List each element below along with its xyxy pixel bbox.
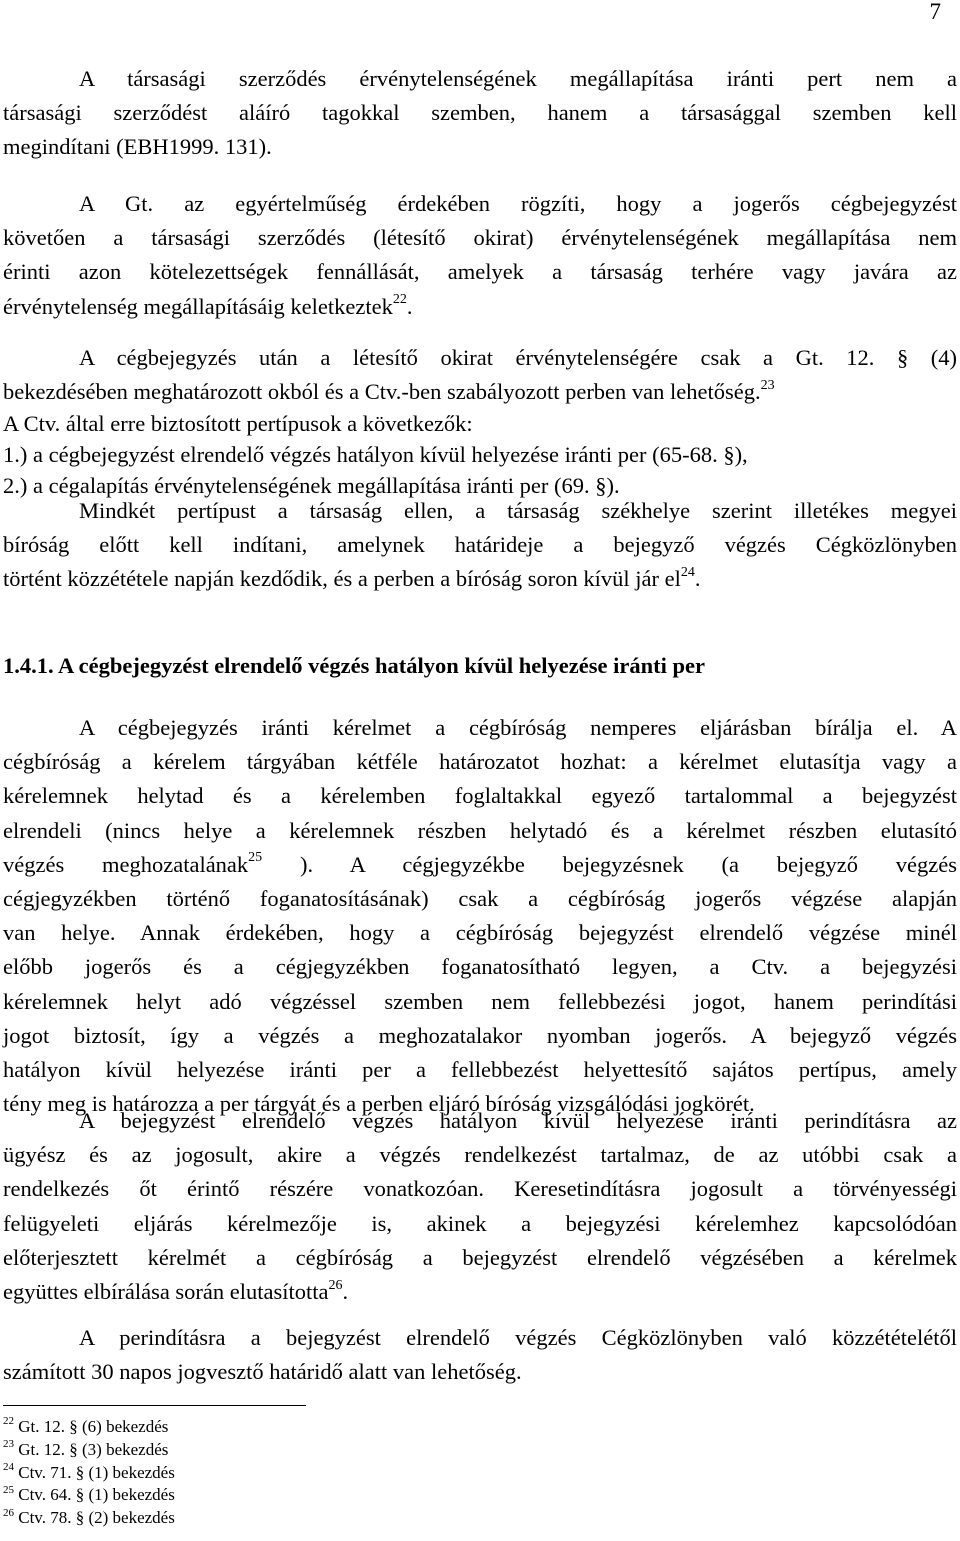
text-line: megindítani (EBH1999. 131).: [3, 134, 272, 160]
text-line: A Ctv. által erre biztosított pertípusok a következők:: [3, 411, 473, 437]
text-line: A Gt. az egyértelműség érdekében rögzíti, hogy a jogerős cégbejegyzést: [79, 191, 957, 216]
footnote-item: [3, 1462, 175, 1485]
section-heading: 1.4.1. A cégbejegyzést elrendelő végzés hatályon kívül helyezése iránti per: [3, 653, 705, 678]
text-fragment: együttes elbírálása során elutasította: [3, 1279, 329, 1305]
paragraph-5: [3, 711, 957, 1121]
text-line: felügyeleti eljárás kérelmezője is, akinek a bejegyzési kérelemhez kapcsolódóan: [3, 1210, 957, 1236]
footnote-number: 25: [3, 1483, 14, 1496]
text-line: cégjegyzékben történő foganatosításának) csak a cégbíróság jogerős végzése alapján: [3, 886, 957, 912]
footnote-ref[interactable]: 26: [328, 1277, 343, 1293]
text-line: [3, 375, 957, 409]
footnote-separator: [3, 1405, 306, 1406]
footnote-number: 23: [3, 1438, 14, 1451]
paragraph-1: [3, 62, 957, 165]
text-line: 2.) a cégalapítás érvénytelenségének megállapítása iránti per (69. §).: [3, 473, 620, 499]
footnote-text: Ctv. 78. § (2) bekezdés: [18, 1508, 175, 1528]
footnote-ref[interactable]: 22: [392, 292, 407, 308]
text-line: Mindkét pertípust a társaság ellen, a társaság székhelye szerint illetékes megyei: [79, 498, 957, 523]
footnote-item: [3, 1507, 175, 1530]
text-line: 1.) a cégbejegyzést elrendelő végzés hatályon kívül helyezése iránti per (65-68. §),: [3, 442, 748, 468]
text-line: cégbíróság a kérelem tárgyában kétféle határozatot hozhat: a kérelmet elutasítja vagy a: [3, 749, 957, 775]
footnote-number: 26: [3, 1506, 14, 1519]
text-fragment: ). A cégjegyzékbe bejegyzésnek (a bejegyző végzés: [299, 851, 958, 877]
text-line: A perindításra a bejegyzést elrendelő végzés Cégközlönyben való közzétételétől: [79, 1325, 957, 1350]
text-line: A cégbejegyzés iránti kérelmet a cégbíróság nemperes eljárásban bírálja el. A: [79, 715, 957, 740]
footnote-text: Ctv. 71. § (1) bekezdés: [18, 1462, 175, 1482]
text-fragment: végzés meghozatalának: [3, 851, 249, 877]
text-line: A cégbejegyzés után a létesítő okirat érvénytelenségére csak a Gt. 12. § (4): [79, 345, 957, 370]
footnotes-list: [3, 1416, 175, 1530]
text-line: A társasági szerződés érvénytelenségének megállapítása iránti pert nem a: [79, 66, 957, 91]
text-line: kérelemnek helytad és a kérelemben foglaltakkal egyező tartalommal a bejegyzést: [3, 783, 957, 809]
text-line: van helye. Annak érdekében, hogy a cégbíróság bejegyzést elrendelő végzése minél: [3, 920, 957, 946]
text-line: követően a társasági szerződés (létesítő okirat) érvénytelenségének megállapítása nem: [3, 225, 957, 251]
text-line: jogot biztosít, így a végzés a meghozatalakor nyomban jogerős. A bejegyző végzés: [3, 1022, 957, 1048]
text-line: érinti azon kötelezettségek fennállását, amelyek a társaság terhére vagy javára az: [3, 259, 957, 285]
paragraph-7: [3, 1321, 957, 1389]
footnote-text: Gt. 12. § (6) bekezdés: [18, 1417, 169, 1436]
footnote-ref[interactable]: 24: [680, 564, 695, 580]
text-line: ügyész és az jogosult, akire a végzés rendelkezést tartalmaz, de az utóbbi csak a: [3, 1142, 957, 1168]
footnote-text: Ctv. 64. § (1) bekezdés: [18, 1485, 175, 1505]
footnote-ref[interactable]: 23: [760, 377, 775, 393]
text-line: számított 30 napos jogvesztő határidő alatt van lehetőség.: [3, 1359, 522, 1385]
paragraph-4: [3, 494, 957, 597]
text-line: hatályon kívül helyezése iránti per a fellebbezést helyettesítő sajátos pertípus, amely: [3, 1057, 957, 1083]
text-line: A bejegyzést elrendelő végzés hatályon kívül helyezése iránti perindításra az: [79, 1108, 957, 1133]
footnote-item: [3, 1484, 175, 1507]
footnote-number: 22: [3, 1415, 14, 1428]
text-line: elrendeli (nincs helye a kérelemnek részben helytadó és a kérelmet részben elutasító: [3, 817, 957, 843]
text-line: tény meg is határozza a per tárgyát és a perben eljáró bíróság vizsgálódási jogkörét.: [3, 1091, 755, 1117]
text-line: előterjesztett kérelmét a cégbíróság a bejegyzést elrendelő végzésében a kérelmek: [3, 1244, 957, 1270]
footnote-text: Gt. 12. § (3) bekezdés: [18, 1439, 169, 1459]
paragraph-6: [3, 1104, 957, 1309]
footnote-item: [3, 1416, 175, 1439]
text-line: [3, 848, 957, 882]
paragraph-2: [3, 187, 957, 324]
text-fragment: történt közzététele napján kezdődik, és a perben a bíróság soron kívül jár el: [3, 566, 681, 592]
paragraph-3: [3, 341, 957, 501]
text-line: előbb jogerős és a cégjegyzékben foganatosítható legyen, a Ctv. a bejegyzési: [3, 954, 957, 980]
text-line: kérelemnek helyt adó végzéssel szemben nem fellebbezési jogot, hanem perindítási: [3, 988, 957, 1014]
text-line: történt közzététele napján kezdődik, és a perben a bíróság soron kívül jár $el^{24}$.: [3, 564, 701, 592]
footnote-number: 24: [3, 1460, 14, 1473]
text-fragment: bekezdésében meghatározott okból és a Ctv.-ben szabályozott perben van lehetőség.: [3, 379, 761, 405]
text-line: társasági szerződést aláíró tagokkal szemben, hanem a társasággal szemben kell: [3, 100, 957, 126]
text-fragment: érvénytelenség megállapításáig keletkeztek: [3, 293, 393, 319]
footnote-ref[interactable]: 25: [248, 850, 263, 866]
text-line: érvénytelenség megállapításáig keletkeztek$^{22}$.: [3, 292, 413, 319]
text-line: együttes elbírálása során elutasította$^{26}$.: [3, 1277, 349, 1305]
text-line: rendelkezés őt érintő részére vonatkozóan. Keresetindításra jogosult a törvényességi: [3, 1176, 957, 1202]
text-line: bíróság előtt kell indítani, amelynek határideje a bejegyző végzés Cégközlönyben: [3, 532, 957, 558]
footnote-item: [3, 1439, 175, 1462]
page-number: 7: [929, 0, 941, 24]
